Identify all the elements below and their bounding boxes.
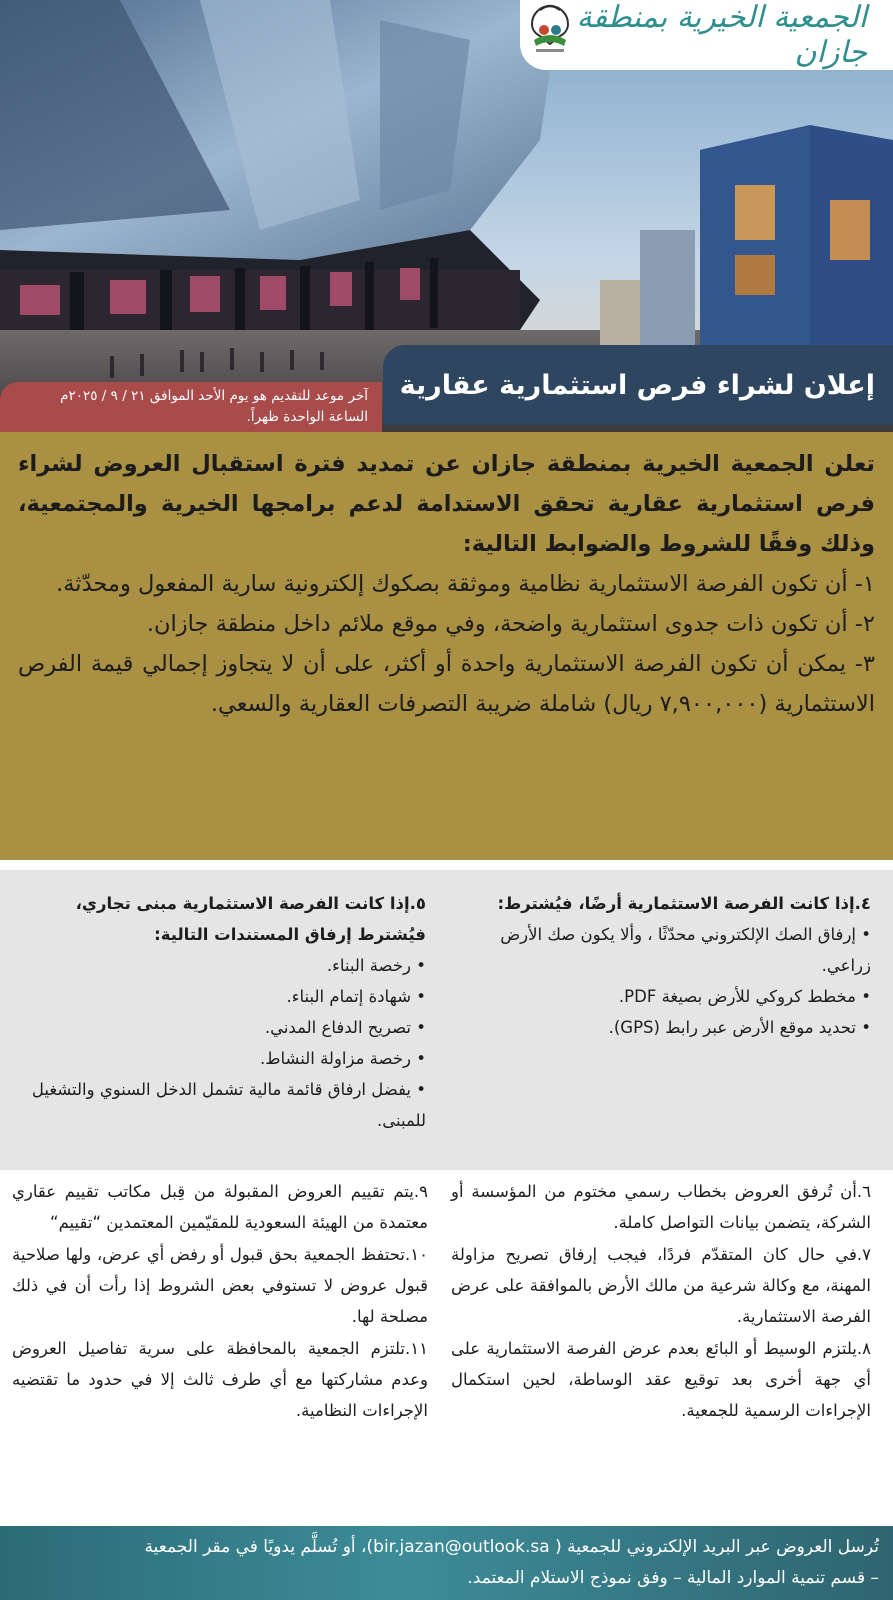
intro-item-1: ١- أن تكون الفرصة الاستثمارية نظامية وموثقة بصكوك إلكترونية سارية المفعول ومحدّثة. [56, 571, 875, 597]
intro-lead: تعلن الجمعية الخيرية بمنطقة جازان عن تمديد فترة استقبال العروض لشراء فرص استثمارية عقارية تحقق الاستدامة لدعم برامجها الخيرية والمجتمعية، وذلك وفقًا للشروط والضوابط التالية: [18, 451, 875, 557]
building-heading: ٥.إذا كانت الفرصة الاستثمارية مبنى تجاري، فيُشترط إرفاق المستندات التالية: [75, 894, 426, 944]
intro-item-2: ٢- أن تكون ذات جدوى استثمارية واضحة، وفي موقع ملائم داخل منطقة جازان. [146, 611, 875, 637]
building-list [12, 950, 426, 1136]
list-item: • رخصة البناء. [12, 950, 426, 981]
page-title: إعلان لشراء فرص استثمارية عقارية [399, 369, 875, 401]
list-item: • تحديد موقع الأرض عبر رابط (GPS). [451, 1012, 871, 1043]
deadline-notice [0, 382, 382, 432]
list-item: • شهادة إتمام البناء. [12, 981, 426, 1012]
term-8: ٨.يلتزم الوسيط أو البائع بعدم عرض الفرصة الاستثمارية على أي جهة أخرى بعد توقيع عقد الوساطة، لحين استكمال الإجراءات الرسمية للجمعية. [451, 1339, 871, 1420]
deadline-line-2: الساعة الواحدة ظهراً. [246, 409, 368, 425]
building-requirements [12, 888, 426, 1136]
terms-right-column [451, 1176, 871, 1427]
terms-section [0, 1170, 893, 1522]
term-9: ٩.يتم تقييم العروض المقبولة من قِبل مكاتب تقييم عقاري معتمدة من الهيئة السعودية للمقيّمين المعتمدين “تقييم“ [12, 1182, 428, 1232]
logo-card [520, 0, 893, 70]
term-7: ٧.في حال كان المتقدّم فردًا، فيجب إرفاق تصريح مزاولة المهنة، مع وكالة شرعية من مالك الأرض بالموافقة على عرض الفرصة الاستثمارية. [451, 1245, 871, 1326]
land-requirements [451, 888, 871, 1043]
term-6: ٦.أن تُرفق العروض بخطاب رسمي مختوم من المؤسسة أو الشركة، يتضمن بيانات التواصل كاملة. [451, 1182, 871, 1232]
submission-footer [0, 1526, 893, 1600]
land-heading: ٤.إذا كانت الفرصة الاستثمارية أرضًا، فيُشترط: [497, 894, 871, 913]
list-item: • مخطط كروكي للأرض بصيغة PDF. [451, 981, 871, 1012]
list-item: • إرفاق الصك الإلكتروني محدّثًا ، وألا يكون صك الأرض زراعي. [451, 919, 871, 981]
org-logo-text: الجمعية الخيرية بمنطقة جازان [576, 0, 867, 70]
announcement-title-box [383, 345, 893, 425]
hero-image [0, 0, 893, 432]
list-item: • يفضل ارفاق قائمة مالية تشمل الدخل السنوي والتشغيل للمبنى. [12, 1074, 426, 1136]
term-11: ١١.تلتزم الجمعية بالمحافظة على سرية تفاصيل العروض وعدم مشاركتها مع أي طرف ثالث إلا في حدود ما تقتضيه الإجراءات النظامية. [12, 1339, 428, 1420]
footer-line-1: تُرسل العروض عبر البريد الإلكتروني للجمعية ( bir.jazan@outlook.sa)، أو تُسلَّم يدويًا في مقر الجمعية [144, 1537, 879, 1557]
footer-line-2: – قسم تنمية الموارد المالية – وفق نموذج الاستلام المعتمد. [467, 1568, 879, 1588]
requirements-section [0, 870, 893, 1170]
intro-item-3: ٣- يمكن أن تكون الفرصة الاستثمارية واحدة أو أكثر، على أن لا يتجاوز إجمالي قيمة الفرص الاستثمارية (٧,٩٠٠,٠٠٠ ريال) شاملة ضريبة التصرفات العقارية والسعي. [18, 651, 875, 717]
terms-left-column [12, 1176, 428, 1427]
list-item: • تصريح الدفاع المدني. [12, 1012, 426, 1043]
land-list [451, 919, 871, 1043]
intro-section [0, 432, 893, 860]
deadline-line-1: آخر موعد للتقديم هو يوم الأحد الموافق ٢١ / ٩ / ٢٠٢٥م [60, 388, 368, 404]
charity-hands-emblem-icon [520, 0, 580, 56]
term-10: ١٠.تحتفظ الجمعية بحق قبول أو رفض أي عرض، ولها صلاحية قبول عروض لا تستوفي بعض الشروط إذا رأت أن في ذلك مصلحة لها. [12, 1245, 428, 1326]
list-item: • رخصة مزاولة النشاط. [12, 1043, 426, 1074]
